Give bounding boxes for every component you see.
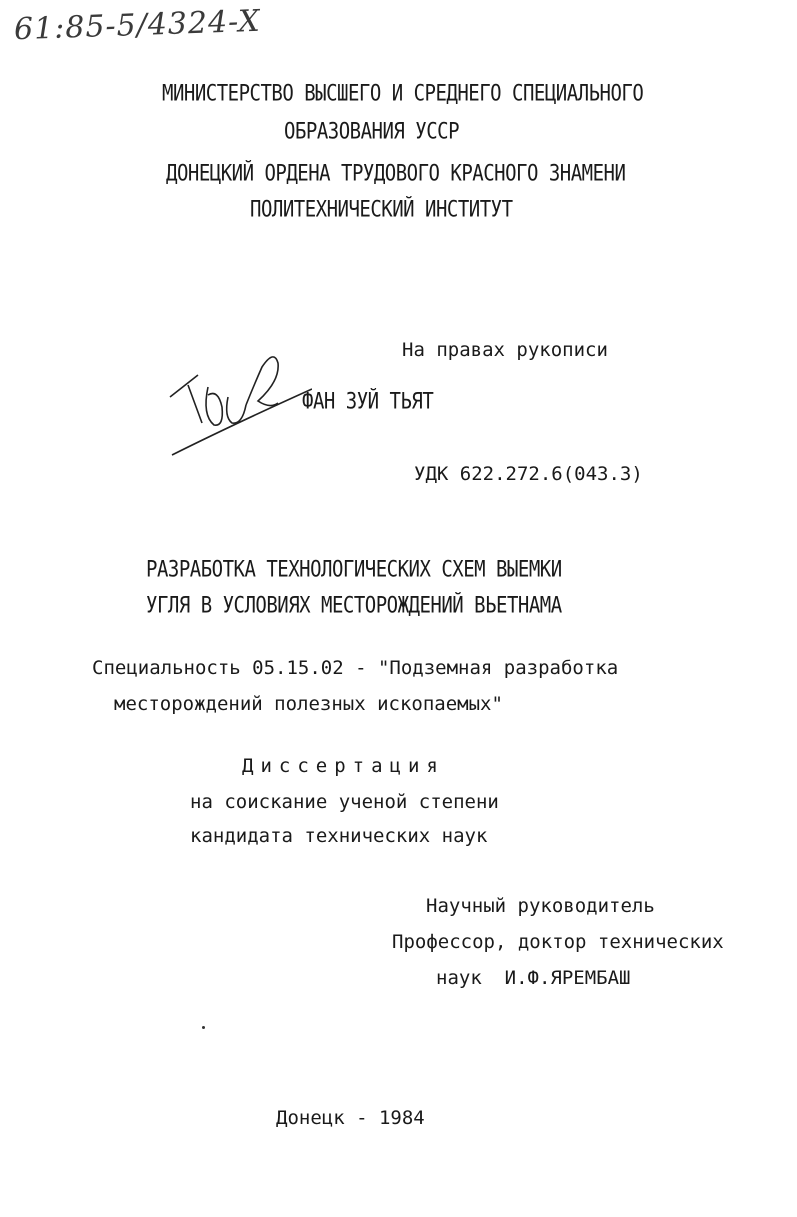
ministry-line-2: ОБРАЗОВАНИЯ УССР xyxy=(284,119,460,145)
ministry-line-1: МИНИСТЕРСТВО ВЫСШЕГО И СРЕДНЕГО СПЕЦИАЛЬНОГО xyxy=(162,81,644,107)
udc-code: УДК 622.272.6(043.3) xyxy=(414,463,643,485)
institute-line-2: ПОЛИТЕХНИЧЕСКИЙ ИНСТИТУТ xyxy=(250,197,513,223)
dissertation-label: Диссертация xyxy=(242,755,445,777)
city-year: Донецк - 1984 xyxy=(276,1107,425,1129)
supervisor-line-2: Профессор, доктор технических xyxy=(392,931,724,953)
supervisor-line-1: Научный руководитель xyxy=(426,895,655,917)
dissertation-line-1: на соискание ученой степени xyxy=(190,791,499,813)
supervisor-line-3: наук И.Ф.ЯРЕМБАШ xyxy=(436,967,631,989)
title-line-1: РАЗРАБОТКА ТЕХНОЛОГИЧЕСКИХ СХЕМ ВЫЕМКИ xyxy=(146,557,562,583)
author-signature xyxy=(162,345,312,460)
archive-handwritten-code: 61:85-5/4324-X xyxy=(13,3,262,48)
title-line-2: УГЛЯ В УСЛОВИЯХ МЕСТОРОЖДЕНИЙ ВЬЕТНАМА xyxy=(146,593,562,619)
institute-line-1: ДОНЕЦКИЙ ОРДЕНА ТРУДОВОГО КРАСНОГО ЗНАМЕНИ xyxy=(166,161,626,187)
specialty-line-1: Специальность 05.15.02 - "Подземная разработка xyxy=(92,657,619,679)
paper-speck xyxy=(202,1026,205,1029)
specialty-line-2: месторождений полезных ископаемых" xyxy=(114,693,503,715)
dissertation-line-2: кандидата технических наук xyxy=(190,825,488,847)
author-name: ФАН ЗУЙ ТЬЯТ xyxy=(302,389,434,415)
manuscript-note: На правах рукописи xyxy=(402,339,608,361)
